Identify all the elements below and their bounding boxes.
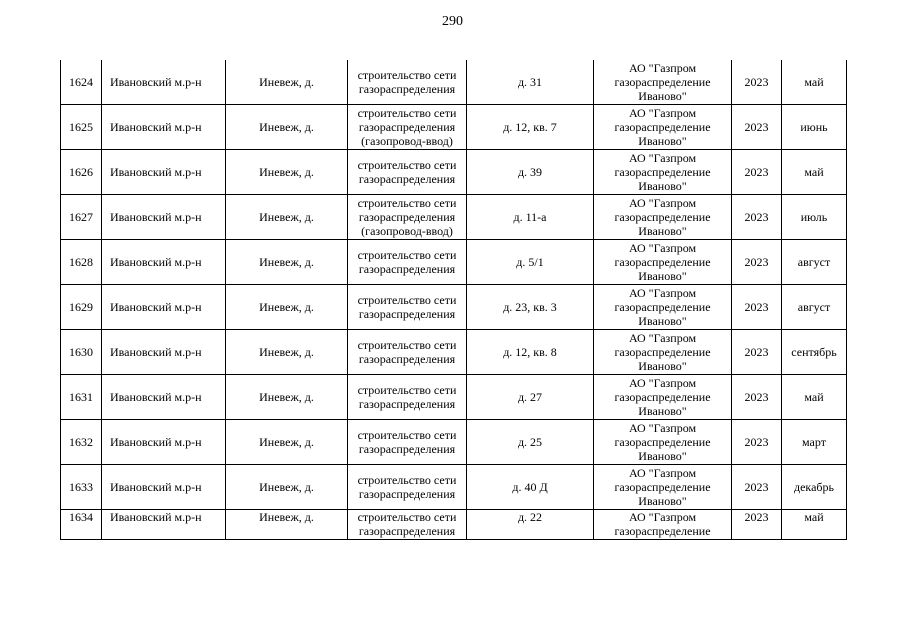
organization-cell-line: Иваново": [638, 359, 687, 373]
table-row: [61, 510, 847, 540]
organization-cell: [594, 285, 732, 330]
organization-cell: [594, 510, 732, 540]
organization-cell-line: АО "Газпром: [628, 331, 697, 345]
organization-cell: [594, 330, 732, 375]
table-row: [61, 375, 847, 420]
table-row: [61, 330, 847, 375]
year-cell: 2023: [732, 330, 782, 375]
work-type-cell: [348, 60, 467, 105]
work-type-cell: [348, 510, 467, 540]
table-row: [61, 195, 847, 240]
district-cell: Ивановский м.р-н: [102, 465, 226, 510]
organization-cell-line: Иваново": [638, 449, 687, 463]
organization-cell-line: АО "Газпром: [628, 286, 697, 300]
month-cell: сентябрь: [782, 330, 847, 375]
organization-cell: [594, 240, 732, 285]
organization-cell: [594, 195, 732, 240]
organization-cell-line: Иваново": [638, 134, 687, 148]
work-type-cell-line: строительство сети: [357, 68, 457, 82]
work-type-cell: [348, 420, 467, 465]
table-row: [61, 60, 847, 105]
year-cell: 2023: [732, 375, 782, 420]
year-cell: 2023: [732, 285, 782, 330]
settlement-cell: Иневеж, д.: [226, 240, 348, 285]
organization-cell-line: Иваново": [638, 404, 687, 418]
organization-cell-line: газораспределение: [614, 210, 711, 224]
work-type-cell-line: строительство сети: [357, 196, 457, 210]
work-type-cell-line: строительство сети: [357, 158, 457, 172]
organization-cell: [594, 60, 732, 105]
work-type-cell-line: строительство сети: [357, 510, 457, 524]
district-cell: Ивановский м.р-н: [102, 330, 226, 375]
district-cell: Ивановский м.р-н: [102, 105, 226, 150]
settlement-cell: Иневеж, д.: [226, 285, 348, 330]
month-cell: июнь: [782, 105, 847, 150]
month-cell: май: [782, 60, 847, 105]
organization-cell-line: газораспределение: [614, 524, 711, 538]
table-row: [61, 105, 847, 150]
organization-cell-line: АО "Газпром: [628, 421, 697, 435]
organization-cell-line: Иваново": [638, 314, 687, 328]
address-cell: д. 31: [467, 60, 594, 105]
month-cell: март: [782, 420, 847, 465]
address-cell: д. 25: [467, 420, 594, 465]
year-cell: 2023: [732, 195, 782, 240]
table-row: [61, 240, 847, 285]
address-cell: д. 23, кв. 3: [467, 285, 594, 330]
district-cell: Ивановский м.р-н: [102, 150, 226, 195]
organization-cell-line: АО "Газпром: [628, 510, 697, 524]
organization-cell-line: газораспределение: [614, 120, 711, 134]
organization-cell-line: АО "Газпром: [628, 151, 697, 165]
row-number-cell: 1627: [61, 195, 102, 240]
work-type-cell: [348, 105, 467, 150]
month-cell: май: [782, 510, 847, 540]
work-type-cell-line: газораспределения: [358, 397, 456, 411]
organization-cell-line: АО "Газпром: [628, 241, 697, 255]
work-type-cell-line: строительство сети: [357, 248, 457, 262]
row-number-cell: 1625: [61, 105, 102, 150]
organization-cell-line: газораспределение: [614, 435, 711, 449]
settlement-cell: Иневеж, д.: [226, 330, 348, 375]
address-cell: д. 27: [467, 375, 594, 420]
table-row: [61, 465, 847, 510]
settlement-cell: Иневеж, д.: [226, 510, 348, 540]
work-type-cell-line: строительство сети: [357, 383, 457, 397]
district-cell: Ивановский м.р-н: [102, 285, 226, 330]
organization-cell: [594, 105, 732, 150]
work-type-cell: [348, 285, 467, 330]
row-number-cell: 1633: [61, 465, 102, 510]
work-type-cell-line: (газопровод-ввод): [361, 134, 453, 148]
organization-cell-line: газораспределение: [614, 300, 711, 314]
registry-table-body: [61, 60, 847, 540]
page-number: 290: [442, 14, 463, 29]
row-number-cell: 1634: [61, 510, 102, 540]
organization-cell-line: АО "Газпром: [628, 466, 697, 480]
year-cell: 2023: [732, 420, 782, 465]
address-cell: д. 22: [467, 510, 594, 540]
settlement-cell: Иневеж, д.: [226, 60, 348, 105]
row-number-cell: 1628: [61, 240, 102, 285]
settlement-cell: Иневеж, д.: [226, 420, 348, 465]
organization-cell-line: АО "Газпром: [628, 61, 697, 75]
work-type-cell: [348, 150, 467, 195]
organization-cell-line: АО "Газпром: [628, 196, 697, 210]
district-cell: Ивановский м.р-н: [102, 60, 226, 105]
row-number-cell: 1632: [61, 420, 102, 465]
organization-cell-line: Иваново": [638, 224, 687, 238]
work-type-cell-line: газораспределения: [358, 487, 456, 501]
year-cell: 2023: [732, 60, 782, 105]
settlement-cell: Иневеж, д.: [226, 375, 348, 420]
table-row: [61, 420, 847, 465]
organization-cell-line: Иваново": [638, 269, 687, 283]
work-type-cell-line: газораспределения: [358, 524, 456, 538]
work-type-cell: [348, 465, 467, 510]
settlement-cell: Иневеж, д.: [226, 105, 348, 150]
work-type-cell-line: строительство сети: [357, 338, 457, 352]
work-type-cell-line: газораспределения: [358, 82, 456, 96]
month-cell: май: [782, 150, 847, 195]
work-type-cell-line: строительство сети: [357, 293, 457, 307]
district-cell: Ивановский м.р-н: [102, 240, 226, 285]
organization-cell-line: газораспределение: [614, 345, 711, 359]
settlement-cell: Иневеж, д.: [226, 195, 348, 240]
work-type-cell-line: строительство сети: [357, 473, 457, 487]
organization-cell-line: газораспределение: [614, 255, 711, 269]
district-cell: Ивановский м.р-н: [102, 375, 226, 420]
settlement-cell: Иневеж, д.: [226, 150, 348, 195]
organization-cell-line: газораспределение: [614, 165, 711, 179]
work-type-cell-line: газораспределения: [358, 210, 456, 224]
year-cell: 2023: [732, 240, 782, 285]
address-cell: д. 12, кв. 8: [467, 330, 594, 375]
organization-cell: [594, 150, 732, 195]
organization-cell: [594, 375, 732, 420]
work-type-cell-line: строительство сети: [357, 428, 457, 442]
work-type-cell-line: газораспределения: [358, 262, 456, 276]
address-cell: д. 40 Д: [467, 465, 594, 510]
work-type-cell-line: газораспределения: [358, 172, 456, 186]
work-type-cell-line: газораспределения: [358, 352, 456, 366]
work-type-cell-line: газораспределения: [358, 307, 456, 321]
district-cell: Ивановский м.р-н: [102, 195, 226, 240]
organization-cell-line: Иваново": [638, 89, 687, 103]
row-number-cell: 1630: [61, 330, 102, 375]
work-type-cell-line: газораспределения: [358, 120, 456, 134]
work-type-cell-line: (газопровод-ввод): [361, 224, 453, 238]
organization-cell-line: газораспределение: [614, 75, 711, 89]
address-cell: д. 12, кв. 7: [467, 105, 594, 150]
district-cell: Ивановский м.р-н: [102, 420, 226, 465]
work-type-cell: [348, 330, 467, 375]
organization-cell-line: АО "Газпром: [628, 376, 697, 390]
district-cell: Ивановский м.р-н: [102, 510, 226, 540]
organization-cell-line: газораспределение: [614, 390, 711, 404]
work-type-cell-line: газораспределения: [358, 442, 456, 456]
table-row: [61, 150, 847, 195]
work-type-cell: [348, 240, 467, 285]
month-cell: июль: [782, 195, 847, 240]
address-cell: д. 5/1: [467, 240, 594, 285]
organization-cell: [594, 465, 732, 510]
address-cell: д. 11-а: [467, 195, 594, 240]
work-type-cell-line: строительство сети: [357, 106, 457, 120]
year-cell: 2023: [732, 150, 782, 195]
address-cell: д. 39: [467, 150, 594, 195]
settlement-cell: Иневеж, д.: [226, 465, 348, 510]
month-cell: август: [782, 240, 847, 285]
row-number-cell: 1629: [61, 285, 102, 330]
month-cell: декабрь: [782, 465, 847, 510]
organization-cell-line: газораспределение: [614, 480, 711, 494]
year-cell: 2023: [732, 510, 782, 540]
organization-cell-line: Иваново": [638, 179, 687, 193]
year-cell: 2023: [732, 465, 782, 510]
organization-cell-line: Иваново": [638, 494, 687, 508]
registry-table: [60, 60, 847, 540]
work-type-cell: [348, 375, 467, 420]
row-number-cell: 1624: [61, 60, 102, 105]
row-number-cell: 1631: [61, 375, 102, 420]
row-number-cell: 1626: [61, 150, 102, 195]
work-type-cell: [348, 195, 467, 240]
year-cell: 2023: [732, 105, 782, 150]
month-cell: май: [782, 375, 847, 420]
organization-cell-line: АО "Газпром: [628, 106, 697, 120]
month-cell: август: [782, 285, 847, 330]
table-row: [61, 285, 847, 330]
organization-cell: [594, 420, 732, 465]
